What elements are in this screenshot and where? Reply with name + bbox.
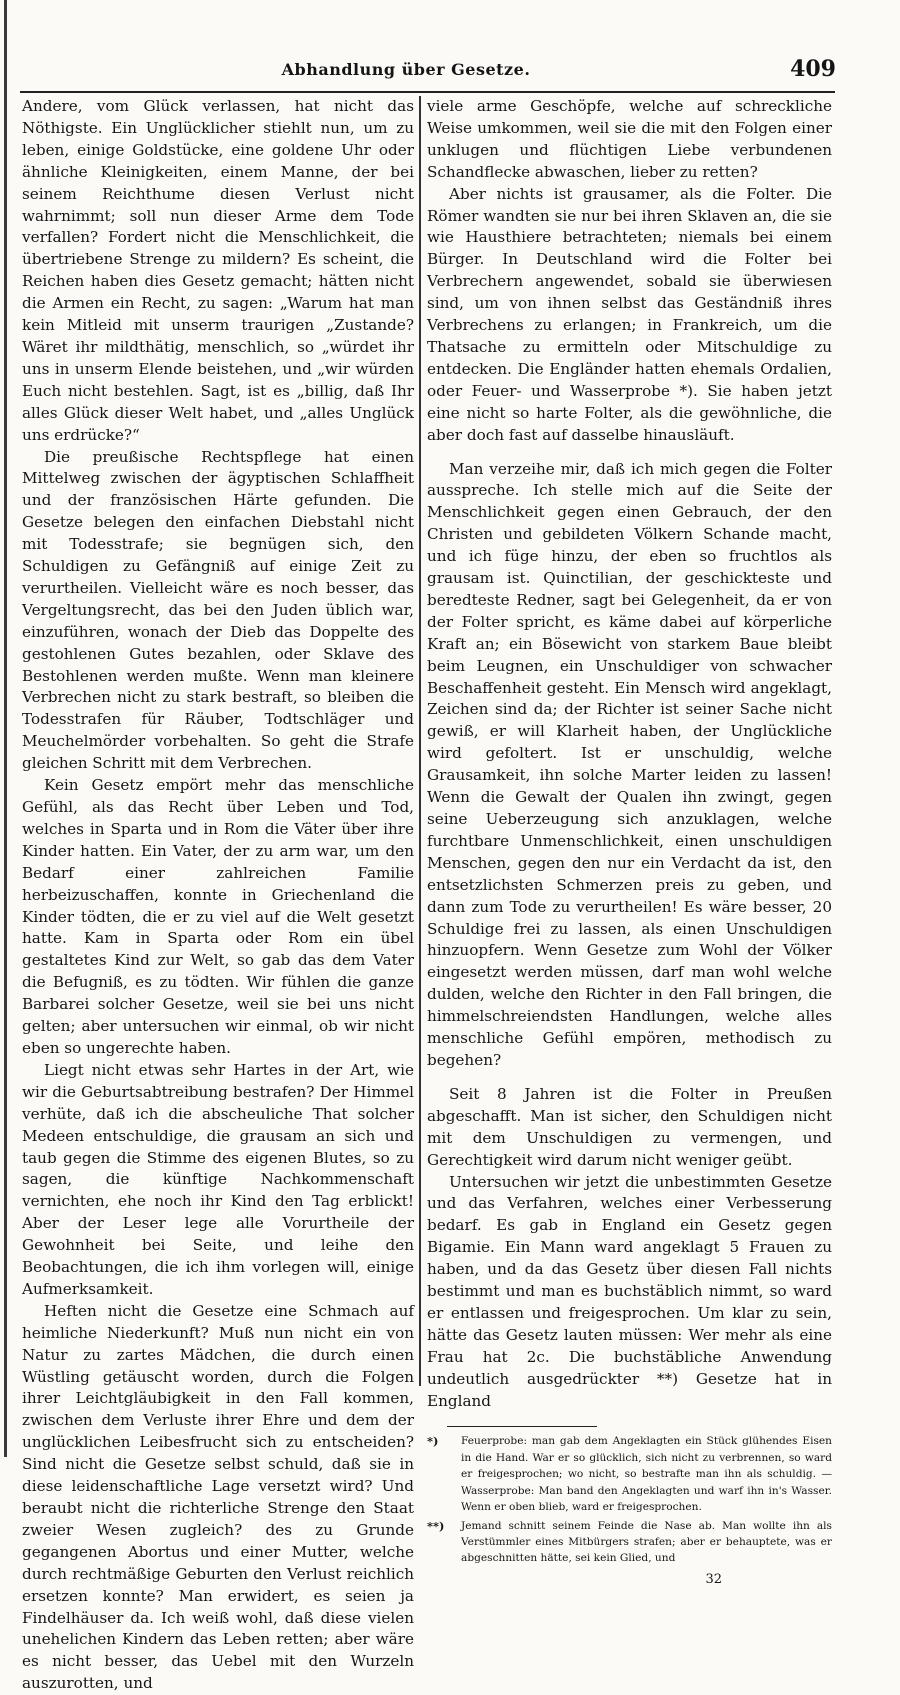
signature-mark: 32 [705, 1571, 722, 1587]
page-header [16, 56, 836, 86]
paragraph: Heften nicht die Gesetze eine Schmach auf heimliche Niederkunft? Muß nun nicht ein von Natur zu zartes Mädchen, die durch einen Wüstling getäuscht worden, durch die Folgen ihrer Leichtgläubigkeit in den Fall kommen, zwischen dem Verluste ihrer Ehre und dem der unglücklichen Leibesfrucht sich zu entscheiden? Sind nicht die Gesetze selbst schuld, daß sie in diese leidenschaftliche Lage versetzt wird? Und beraubt nicht die richterliche Strenge den Staat zweier Wesen zugleich? des zu Grunde gegangenen Abortus und einer Mutter, welche durch rechtmäßige Geburten den Verlust reichlich ersetzen konnte? Man erwidert, es seien ja Findelhäuser da. Ich weiß wohl, daß diese vielen unehelichen Kindern das Leben retten; aber wäre es nicht besser, das Uebel mit den Wurzeln auszurotten, und [22, 1301, 414, 1693]
footnote-marker: **) [427, 1518, 445, 1533]
binding-edge [4, 0, 7, 1457]
page-number: 409 [790, 56, 836, 82]
footnote [427, 1518, 832, 1567]
paragraph: Kein Gesetz empört mehr das menschliche Gefühl, als das Recht über Leben und Tod, welches in Sparta und in Rom die Väter über ihre Kinder hatten. Ein Vater, der zu arm war, um den Bedarf einer zahlreichen Familie herbeizuschaffen, konnte in Griechenland die Kinder tödten, die er zu viel auf die Welt gesetzt hatte. Kam in Sparta oder Rom ein übel gestaltetes Kind zur Welt, so gab das dem Vater die Befugniß, es zu tödten. Wir fühlen die ganze Barbarei solcher Gesetze, weil sie bei uns nicht gelten; aber untersuchen wir einmal, ob wir nicht eben so ungerechte haben. [22, 776, 414, 1057]
footnote [427, 1433, 832, 1515]
footnote-marker: *) [427, 1434, 439, 1449]
footnotes [427, 1433, 832, 1566]
paragraph: Die preußische Rechtspflege hat einen Mittelweg zwischen der ägyptischen Schlaffheit und der französischen Härte gefunden. Die Gesetze belegen den einfachen Diebstahl nicht mit Todesstrafe; sie begnügen sich, den Schuldigen zu Gefängniß auf einige Zeit zu verurtheilen. Vielleicht wäre es noch besser, das Vergeltungsrecht, das bei den Juden üblich war, einzuführen, wonach der Dieb das Doppelte des gestohlenen Gutes bezahlen, oder Sklave des Bestohlenen werden mußte. Wenn man kleinere Verbrechen nicht zu stark bestraft, so bleiben die Todesstrafen für Räuber, Todtschläger und Meuchelmörder vorbehalten. So geht die Strafe gleichen Schritt mit dem Verbrechen. [22, 447, 414, 773]
paragraph: Aber nichts ist grausamer, als die Folter. Die Römer wandten sie nur bei ihren Sklaven an, die sie wie Hausthiere betrachteten; niemals bei einem Bürger. In Deutschland wird die Folter bei Verbrechern angewendet, sobald sie überwiesen sind, um von ihnen selbst das Geständniß ihres Verbrechens zu erlangen; in Frankreich, um die Thatsache zu ermitteln oder Mitschuldige zu entdecken. Die Engländer hatten ehemals Ordalien, oder Feuer- und Wasserprobe *). Sie haben jetzt eine nicht so harte Folter, als die gewöhnliche, die aber doch fast auf dasselbe hinausläuft. [427, 184, 832, 444]
paragraph: Andere, vom Glück verlassen, hat nicht das Nöthigste. Ein Unglücklicher stiehlt nun, um zu leben, einige Goldstücke, eine goldene Uhr oder ähnliche Kleinigkeiten, einem Manne, der bei seinem Reichthume diesen Verlust nicht wahrnimmt; soll nun dieser Arme dem Tode verfallen? Fordert nicht die Menschlichkeit, die übertriebene Strenge zu mildern? Es scheint, die Reichen haben dies Gesetz gemacht; hätten nicht die Armen ein Recht, zu sagen: „Warum hat man kein Mitleid mit unserm traurigen „Zustande? Wäret ihr mildthätig, menschlich, so „würdet ihr uns in unserm Elende beistehen, und „wir würden Euch nicht bestehlen. Sagt, ist es „billig, daß Ihr alles Glück dieser Welt habet, und „alles Unglück uns erdrücke?“ [22, 97, 414, 444]
footnote-text: Feuerprobe: man gab dem Angeklagten ein Stück glühendes Eisen in die Hand. War er so glücklich, sich nicht zu verbrennen, so ward er freigesprochen; wo nicht, so bestrafte man ihn als schuldig. — Wasserprobe: Man band den Angeklagten und warf ihn in's Wasser. Wenn er oben blieb, ward er freigesprochen. [461, 1435, 832, 1514]
right-column [427, 96, 832, 1591]
left-column [22, 96, 414, 1695]
paragraph: viele arme Geschöpfe, welche auf schreckliche Weise umkommen, weil sie die mit den Folgen einer unklugen und flüchtigen Liebe verbundenen Schandflecke abwaschen, lieber zu retten? [427, 97, 832, 181]
paragraph: Man verzeihe mir, daß ich mich gegen die Folter ausspreche. Ich stelle mich auf die Seite der Menschlichkeit gegen einen Gebrauch, der den Christen und gebildeten Völkern Schande macht, und ich füge hinzu, der eben so fruchtlos als grausam ist. Quinctilian, der geschickteste und beredteste Redner, sagt bei Gelegenheit, da er von der Folter spricht, es käme dabei auf körperliche Kraft an; ein Bösewicht von starkem Baue bleibt beim Leugnen, ein Unschuldiger von schwacher Beschaffenheit gesteht. Ein Mensch wird angeklagt, Zeichen sind da; der Richter ist seiner Sache nicht gewiß, er will Klarheit haben, der Unglückliche wird gefoltert. Ist er unschuldig, welche Grausamkeit, ihn solche Marter leiden zu lassen! Wenn die Gewalt der Qualen ihn zwingt, gegen seine Ueberzeugung sich anzuklagen, welche furchtbare Unmenschlichkeit, einen unschuldigen Menschen, gegen den nur ein Verdacht da ist, den entsetzlichsten Schmerzen preis zu geben, und dann zum Tode zu verurtheilen! Es wäre besser, 20 Schuldige frei zu lassen, als einen Unschuldigen hinzuopfern. Wenn Gesetze zum Wohl der Völker eingesetzt werden müssen, darf man wohl welche dulden, welche den Richter in den Fall bringen, die himmelschreiendsten Handlungen, welche alles menschliche Gefühl empören, methodisch zu begehen? [427, 459, 832, 1069]
column-divider [419, 96, 421, 1386]
header-rule [20, 91, 835, 93]
running-title: Abhandlung über Gesetze. [281, 60, 531, 79]
paragraph: Untersuchen wir jetzt die unbestimmten Gesetze und das Verfahren, welches einer Verbesserung bedarf. Es gab in England ein Gesetz gegen Bigamie. Ein Mann ward angeklagt 5 Frauen zu haben, und da das Gesetz über diesen Fall nichts bestimmt und man es buchstäblich nimmt, so ward er entlassen und freigesprochen. Um klar zu sein, hätte das Gesetz lauten müssen: Wer mehr als eine Frau hat 2c. Die buchstäbliche Anwendung undeutlich ausgedrückter **) Gesetze hat in England [427, 1172, 832, 1410]
paragraph: Liegt nicht etwas sehr Hartes in der Art, wie wir die Geburtsabtreibung bestrafen? Der Himmel verhüte, daß ich die abscheuliche That solcher Medeen entschuldige, die grausam an sich und taub gegen die Stimme des eigenen Blutes, so zu sagen, die künftige Nachkommenschaft vernichten, ehe noch ihr Kind den Tag erblickt! Aber der Leser lege alle Vorurtheile der Gewohnheit bei Seite, und leihe den Beobachtungen, die ich ihm vorlegen will, einige Aufmerksamkeit. [22, 1060, 414, 1298]
footnote-text: Jemand schnitt seinem Feinde die Nase ab. Man wollte ihn als Verstümmler eines Mitbürgers strafen; aber er behauptete, was er abgeschnitten hätte, sei kein Glied, und [461, 1519, 832, 1565]
footnote-rule [447, 1426, 597, 1427]
paragraph: Seit 8 Jahren ist die Folter in Preußen abgeschafft. Man ist sicher, den Schuldigen nicht mit dem Unschuldigen zu vermengen, und Gerechtigkeit wird darum nicht weniger geübt. [427, 1084, 832, 1169]
